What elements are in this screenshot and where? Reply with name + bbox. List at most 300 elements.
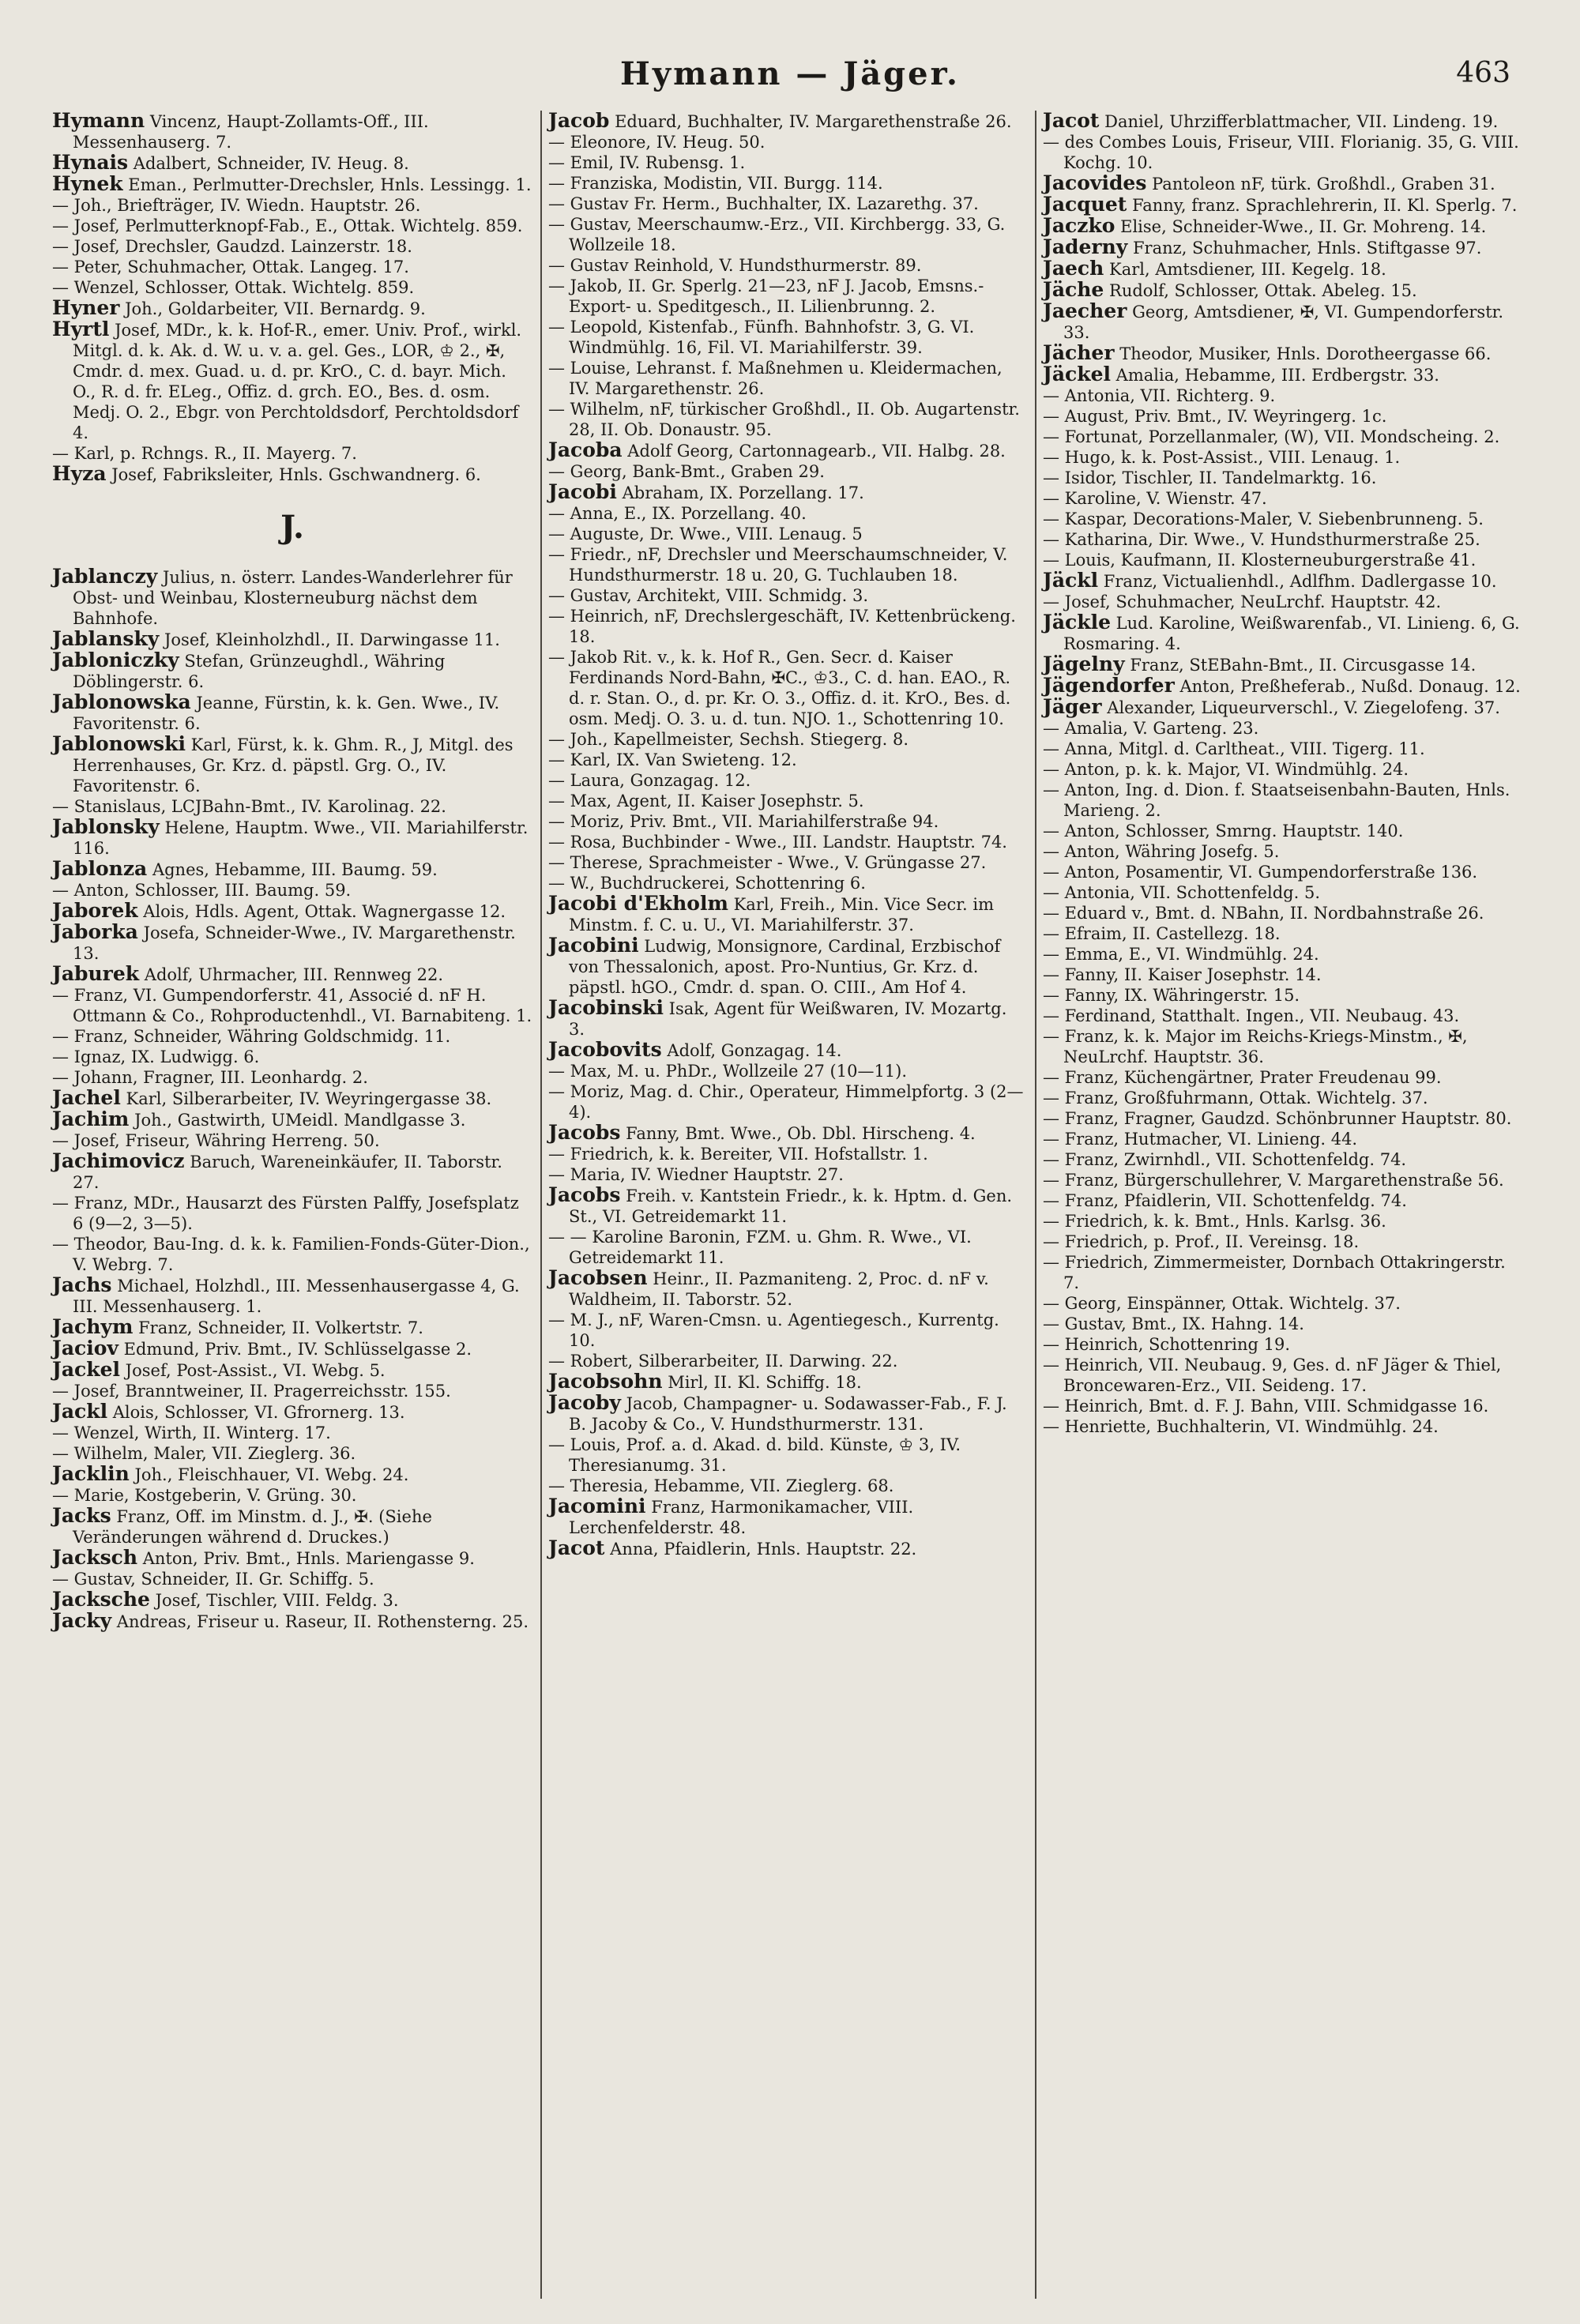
- entry-surname: Jackl: [52, 1400, 108, 1423]
- entry-text: — Joh., Briefträger, IV. Wiedn. Hauptstr. 26.: [52, 196, 421, 215]
- directory-entry: [548, 770, 1027, 791]
- directory-entry: [52, 692, 532, 734]
- directory-entry: [52, 195, 532, 216]
- directory-entry: [52, 1401, 532, 1423]
- directory-entry: [52, 985, 532, 1026]
- entry-text: Karl, Amtsdiener, III. Kegelg. 18.: [1109, 260, 1386, 279]
- entry-text: Theodor, Musiker, Hnls. Dorotheergasse 66.: [1119, 344, 1492, 363]
- entry-surname: Jachim: [52, 1107, 130, 1130]
- directory-entry: [52, 464, 532, 485]
- entry-text: Elise, Schneider-Wwe., II. Gr. Mohreng. 14.: [1120, 217, 1487, 236]
- directory-entry: [548, 461, 1027, 482]
- entry-text: — Gustav, Meerschaumw.-Erz., VII. Kirchbergg. 33, G. Wollzeile 18.: [548, 215, 1006, 254]
- entry-text: — Kaspar, Decorations-Maler, V. Siebenbrunneng. 5.: [1043, 510, 1484, 528]
- directory-entry: [548, 317, 1027, 358]
- entry-surname: Jacoba: [548, 438, 623, 461]
- entry-surname: Jackel: [52, 1358, 120, 1381]
- entry-text: — Anton, Währing Josefg. 5.: [1043, 842, 1280, 861]
- entry-text: — des Combes Louis, Friseur, VIII. Florianig. 35, G. VIII. Kochg. 10.: [1043, 133, 1519, 172]
- entry-text: — Franz, k. k. Major im Reichs-Kriegs-Minstm., ✠, NeuLrchf. Hauptstr. 36.: [1043, 1027, 1468, 1066]
- directory-entry: [52, 1109, 532, 1130]
- entry-text: — Josef, Drechsler, Gaudzd. Lainzerstr. 18.: [52, 237, 412, 256]
- directory-entry: [548, 503, 1027, 524]
- entry-text: — Gustav, Architekt, VIII. Schmidg. 3.: [548, 586, 868, 605]
- entry-text: Adolf Georg, Cartonnagearb., VII. Halbg. 28.: [627, 442, 1006, 461]
- entry-text: — Karl, IX. Van Swieteng. 12.: [548, 750, 797, 769]
- entry-text: — Karl, p. Rchngs. R., II. Mayerg. 7.: [52, 444, 357, 463]
- entry-text: Franz, Off. im Minstm. d. J., ✠. (Siehe Veränderungen während d. Druckes.): [73, 1507, 432, 1547]
- entry-text: — Jakob, II. Gr. Sperlg. 21—23, nF J. Jacob, Emsns.- Export- u. Speditgesch., II. Lilienbrunng. 2.: [548, 276, 984, 316]
- entry-text: — Katharina, Dir. Wwe., V. Hundsthurmerstraße 25.: [1043, 530, 1480, 549]
- entry-text: — Fanny, II. Kaiser Josephstr. 14.: [1043, 965, 1322, 984]
- directory-entry: [1043, 862, 1522, 882]
- directory-entry: [1043, 488, 1522, 509]
- directory-entry: [1043, 1232, 1522, 1252]
- entry-surname: Jacob: [548, 111, 610, 132]
- directory-entry: [52, 1485, 532, 1506]
- entry-surname: Jacobini: [548, 934, 639, 957]
- entry-text: — Georg, Bank-Bmt., Graben 29.: [548, 462, 825, 481]
- entry-text: — Franz, Großfuhrmann, Ottak. Wichtelg. 37.: [1043, 1089, 1428, 1107]
- entry-text: — Fanny, IX. Währingerstr. 15.: [1043, 986, 1300, 1005]
- directory-entry: [548, 606, 1027, 647]
- directory-entry: [548, 1393, 1027, 1435]
- entry-text: — Anton, Schlosser, III. Baumg. 59.: [52, 881, 352, 900]
- entry-text: — Efraim, II. Castellezg. 18.: [1043, 924, 1281, 943]
- entry-text: Adolf, Uhrmacher, III. Rennweg 22.: [144, 965, 444, 984]
- entry-text: Eman., Perlmutter-Drechsler, Hnls. Lessingg. 1.: [128, 175, 532, 194]
- directory-entry: [1043, 529, 1522, 550]
- entry-text: — Max, M. u. PhDr., Wollzeile 27 (10—11).: [548, 1062, 908, 1081]
- entry-surname: Jacobsen: [548, 1266, 648, 1289]
- directory-entry: [548, 276, 1027, 317]
- entry-text: Amalia, Hebamme, III. Erdbergstr. 33.: [1115, 366, 1439, 385]
- entry-surname: Jägendorfer: [1043, 674, 1175, 697]
- directory-entry: [548, 214, 1027, 255]
- entry-text: Adalbert, Schneider, IV. Heug. 8.: [133, 154, 409, 173]
- entry-text: — Franz, Hutmacher, VI. Linieng. 44.: [1043, 1130, 1358, 1149]
- directory-entry: [52, 1547, 532, 1569]
- directory-entry: [1043, 194, 1522, 216]
- entry-text: — Georg, Einspänner, Ottak. Wichtelg. 37.: [1043, 1294, 1401, 1313]
- directory-entry: [1043, 301, 1522, 343]
- entry-surname: Jäche: [1043, 278, 1104, 301]
- directory-entry: [52, 111, 532, 152]
- entry-text: Freih. v. Kantstein Friedr., k. k. Hptm. d. Gen. St., VI. Getreidemarkt 11.: [569, 1186, 1013, 1226]
- entry-text: Alexander, Liqueurverschl., V. Ziegelofeng. 37.: [1107, 698, 1500, 717]
- directory-entry: [548, 399, 1027, 440]
- entry-text: — Ferdinand, Statthalt. Ingen., VII. Neubaug. 43.: [1043, 1006, 1460, 1025]
- directory-entry: [52, 922, 532, 964]
- directory-entry: [548, 852, 1027, 873]
- entry-text: Joh., Gastwirth, UMeidl. Mandlgasse 3.: [134, 1111, 466, 1130]
- entry-text: Josef, Kleinholzhdl., II. Darwingasse 11.: [164, 630, 500, 649]
- entry-text: — Hugo, k. k. Post-Assist., VIII. Lenaug. 1.: [1043, 448, 1401, 467]
- directory-entry: [1043, 718, 1522, 739]
- directory-entry: [52, 1464, 532, 1485]
- entry-text: — Wilhelm, nF, türkischer Großhdl., II. Ob. Augartenstr. 28, II. Ob. Donaustr. 95.: [548, 400, 1020, 439]
- entry-text: — Josef, Friseur, Währing Herreng. 50.: [52, 1131, 380, 1150]
- entry-text: Josefa, Schneider-Wwe., IV. Margarethenstr. 13.: [73, 923, 516, 963]
- entry-text: — Joh., Kapellmeister, Sechsh. Stiegerg. 8.: [548, 730, 909, 749]
- entry-text: — — Karoline Baronin, FZM. u. Ghm. R. Wwe., VI. Getreidemarkt 11.: [548, 1228, 972, 1267]
- directory-entry: [1043, 385, 1522, 406]
- directory-entry: [52, 880, 532, 901]
- entry-surname: Hyner: [52, 296, 120, 319]
- entry-text: Jeanne, Fürstin, k. k. Gen. Wwe., IV. Favoritenstr. 6.: [73, 694, 500, 733]
- directory-entry: [52, 964, 532, 985]
- directory-entry: [52, 566, 532, 629]
- directory-entry: [1043, 612, 1522, 654]
- entry-surname: Jaburek: [52, 962, 140, 985]
- directory-entry: [548, 1144, 1027, 1164]
- entry-surname: Jaecher: [1043, 299, 1127, 322]
- entry-text: — August, Priv. Bmt., IV. Weyringerg. 1c.: [1043, 407, 1387, 426]
- directory-entry: [52, 1589, 532, 1611]
- entry-text: — Friedrich, k. k. Bereiter, VII. Hofstallstr. 1.: [548, 1145, 928, 1164]
- directory-entry: [52, 796, 532, 817]
- entry-text: — Peter, Schuhmacher, Ottak. Langeg. 17.: [52, 258, 409, 276]
- directory-entry: [52, 1569, 532, 1589]
- column-2: [540, 111, 1035, 2299]
- directory-entry: [52, 1151, 532, 1193]
- directory-entry: [1043, 570, 1522, 592]
- directory-entry: [1043, 237, 1522, 258]
- directory-entry: [52, 650, 532, 692]
- entry-surname: Jacquet: [1043, 193, 1127, 216]
- entry-text: — Franz, Bürgerschullehrer, V. Margarethenstraße 56.: [1043, 1171, 1504, 1190]
- entry-text: — Josef, Schuhmacher, NeuLrchf. Hauptstr. 42.: [1043, 592, 1442, 611]
- directory-entry: [1043, 1211, 1522, 1232]
- directory-entry: [1043, 1190, 1522, 1211]
- entry-surname: Jacoby: [548, 1391, 621, 1414]
- directory-entry: [548, 1227, 1027, 1268]
- directory-entry: [548, 1081, 1027, 1123]
- entry-text: Eduard, Buchhalter, IV. Margarethenstraße 26.: [615, 112, 1012, 131]
- entry-text: Alois, Hdls. Agent, Ottak. Wagnergasse 12.: [143, 902, 506, 921]
- directory-entry: [548, 935, 1027, 998]
- directory-entry: [548, 791, 1027, 811]
- directory-entry: [52, 236, 532, 257]
- directory-entry: [548, 152, 1027, 173]
- directory-entry: [1043, 1088, 1522, 1108]
- entry-text: Anton, Preßheferab., Nußd. Donaug. 12.: [1179, 677, 1521, 696]
- directory-entry: [52, 1443, 532, 1464]
- entry-text: — Eduard v., Bmt. d. NBahn, II. Nordbahnstraße 26.: [1043, 904, 1484, 923]
- column-3: [1035, 111, 1529, 2299]
- entry-surname: Jaech: [1043, 257, 1104, 280]
- entry-text: — Heinrich, nF, Drechslergeschäft, IV. Kettenbrückeng. 18.: [548, 607, 1016, 646]
- entry-surname: Jacky: [52, 1609, 112, 1632]
- entry-text: — Heinrich, VII. Neubaug. 9, Ges. d. nF Jäger & Thiel, Broncewaren-Erz., VII. Seideng. 17.: [1043, 1356, 1502, 1395]
- entry-text: — Franz, Schneider, Währing Goldschmidg. 11.: [52, 1027, 451, 1046]
- directory-entry: [548, 647, 1027, 729]
- entry-surname: Hyrtl: [52, 318, 110, 340]
- entry-surname: Jacksche: [52, 1588, 150, 1611]
- entry-text: — Henriette, Buchhalterin, VI. Windmühlg. 24.: [1043, 1417, 1439, 1436]
- entry-surname: Jachimovicz: [52, 1149, 185, 1172]
- entry-surname: Jacobsohn: [548, 1370, 663, 1393]
- directory-entry: [52, 1130, 532, 1151]
- directory-entry: [52, 277, 532, 298]
- entry-text: Franz, StEBahn-Bmt., II. Circusgasse 14.: [1130, 656, 1477, 675]
- entry-text: — Fortunat, Porzellanmaler, (W), VII. Mondscheing. 2.: [1043, 427, 1500, 446]
- directory-entry: [1043, 1314, 1522, 1334]
- directory-entry: [1043, 1355, 1522, 1396]
- entry-text: — Moriz, Mag. d. Chir., Operateur, Himmelpfortg. 3 (2—4).: [548, 1082, 1024, 1122]
- directory-entry: [548, 1061, 1027, 1081]
- entry-text: — Franz, Fragner, Gaudzd. Schönbrunner Hauptstr. 80.: [1043, 1109, 1512, 1128]
- directory-entry: [52, 1193, 532, 1234]
- entry-text: — Anton, p. k. k. Major, VI. Windmühlg. 24.: [1043, 760, 1409, 779]
- entry-text: Julius, n. österr. Landes-Wanderlehrer für Obst- und Weinbau, Klosterneuburg nächst dem Bahnhofe.: [73, 568, 513, 628]
- directory-entry: [1043, 111, 1522, 132]
- directory-entry: [548, 1268, 1027, 1310]
- entry-text: Adolf, Gonzagag. 14.: [667, 1041, 842, 1060]
- entry-text: Josef, Post-Assist., VI. Webg. 5.: [125, 1361, 386, 1380]
- entry-text: Anna, Pfaidlerin, Hnls. Hauptstr. 22.: [610, 1540, 917, 1559]
- directory-entry: [548, 440, 1027, 461]
- entry-text: Anton, Priv. Bmt., Hnls. Mariengasse 9.: [142, 1549, 475, 1568]
- directory-entry: [548, 750, 1027, 770]
- directory-entry: [548, 132, 1027, 152]
- entry-surname: Jacovides: [1043, 171, 1147, 194]
- directory-entry: [52, 1047, 532, 1067]
- directory-entry: [1043, 739, 1522, 759]
- running-title: Hymann — Jäger.: [620, 55, 960, 92]
- entry-surname: Hymann: [52, 111, 145, 132]
- directory-entry: [548, 194, 1027, 214]
- entry-surname: Jacobi: [548, 480, 617, 503]
- directory-entry: [52, 216, 532, 236]
- directory-entry: [548, 1371, 1027, 1393]
- directory-entry: [548, 524, 1027, 544]
- entry-text: — Ignaz, IX. Ludwigg. 6.: [52, 1047, 260, 1066]
- entry-text: — Theresia, Hebamme, VII. Zieglerg. 68.: [548, 1476, 894, 1495]
- directory-entry: [1043, 1416, 1522, 1437]
- directory-entry: [1043, 1129, 1522, 1149]
- directory-entry: [52, 1506, 532, 1547]
- entry-surname: Jacomini: [548, 1495, 646, 1517]
- entry-text: — Stanislaus, LCJBahn-Bmt., IV. Karolinag. 22.: [52, 797, 446, 816]
- directory-entry: [1043, 280, 1522, 301]
- entry-surname: Jacobovits: [548, 1038, 662, 1061]
- entry-text: Josef, MDr., k. k. Hof-R., emer. Univ. Prof., wirkl. Mitgl. d. k. Ak. d. W. u. v. a. gel. Ges., LOR, ♔ 2., ✠, Cmdr. d. mex. Guad. u. d. pr. KrO., C. d. bayr. Mich. O., R. d. fr. ELeg., Offiz. d. grch. EO., Bes. d. osm. Medj. O. 2., Ebgr. von Perchtoldsdorf, Perchtoldsdorf 4.: [73, 321, 522, 442]
- directory-entry: [1043, 1334, 1522, 1355]
- entry-text: Rudolf, Schlosser, Ottak. Abeleg. 15.: [1109, 281, 1417, 300]
- directory-entry: [1043, 592, 1522, 612]
- entry-text: Pantoleon nF, türk. Großhdl., Graben 31.: [1152, 175, 1495, 194]
- entry-text: Karl, Freih., Min. Vice Secr. im Minstm. f. C. u. U., VI. Mariahilferstr. 37.: [569, 895, 994, 934]
- entry-surname: Jacot: [1043, 111, 1100, 132]
- entry-surname: Jäckle: [1043, 611, 1111, 634]
- directory-entry: [1043, 965, 1522, 985]
- entry-text: — Marie, Kostgeberin, V. Grüng. 30.: [52, 1486, 357, 1505]
- entry-text: — Leopold, Kistenfab., Fünfh. Bahnhofstr. 3, G. VI. Windmühlg. 16, Fil. VI. Mariahilferstr. 39.: [548, 318, 975, 357]
- entry-surname: Jaciov: [52, 1337, 118, 1359]
- entry-text: Georg, Amtsdiener, ✠, VI. Gumpendorferstr. 33.: [1063, 303, 1504, 342]
- entry-surname: Jaborka: [52, 920, 138, 943]
- entry-surname: Jächer: [1043, 341, 1115, 364]
- entry-surname: Jacobs: [548, 1183, 621, 1206]
- directory-entry: [1043, 258, 1522, 280]
- entry-surname: Jacot: [548, 1536, 605, 1559]
- entry-surname: Jablansky: [52, 627, 160, 650]
- entry-text: — Eleonore, IV. Heug. 50.: [548, 133, 766, 152]
- column-1: [46, 111, 540, 2299]
- directory-entry: [1043, 1149, 1522, 1170]
- entry-text: — Antonia, VII. Schottenfeldg. 5.: [1043, 883, 1321, 902]
- directory-entry: [1043, 1108, 1522, 1129]
- entry-text: Fanny, franz. Sprachlehrerin, II. Kl. Sperlg. 7.: [1132, 196, 1518, 215]
- entry-surname: Jachs: [52, 1273, 112, 1296]
- directory-entry: [548, 873, 1027, 893]
- entry-text: — Friedrich, k. k. Bmt., Hnls. Karlsg. 36.: [1043, 1212, 1386, 1231]
- entry-text: Jacob, Champagner- u. Sodawasser-Fab., F. J. B. Jacoby & Co., V. Hundsthurmerstr. 131.: [569, 1394, 1007, 1434]
- entry-surname: Hynais: [52, 151, 129, 174]
- entry-surname: Jablonza: [52, 857, 148, 880]
- entry-text: Alois, Schlosser, VI. Gfrornerg. 13.: [112, 1403, 405, 1422]
- directory-entry: [52, 443, 532, 464]
- directory-entry: [52, 1338, 532, 1359]
- entry-text: — Emil, IV. Rubensg. 1.: [548, 153, 746, 172]
- directory-entry: [548, 893, 1027, 935]
- entry-text: Edmund, Priv. Bmt., IV. Schlüsselgasse 2.: [123, 1340, 472, 1359]
- entry-text: — Franz, MDr., Hausarzt des Fürsten Palffy, Josefsplatz 6 (9—2, 3—5).: [52, 1194, 519, 1233]
- entry-text: — Jakob Rit. v., k. k. Hof R., Gen. Secr. d. Kaiser Ferdinands Nord-Bahn, ✠C., ♔3., C. d. han. EAO., R. d. r. Stan. O., d. pr. Kr. O. 3., Offiz. d. it. KrO., Bes. d. osm. Medj. O. 3. u. d. tun. NJO. 1., Schottenring 10.: [548, 648, 1011, 728]
- directory-entry: [1043, 406, 1522, 427]
- entry-text: Baruch, Wareneinkäufer, II. Taborstr. 27.: [73, 1153, 502, 1192]
- entry-surname: Jachym: [52, 1315, 134, 1338]
- directory-entry: [548, 1164, 1027, 1185]
- entry-surname: Hyza: [52, 462, 107, 485]
- entry-text: — Anton, Schlosser, Smrng. Hauptstr. 140.: [1043, 822, 1404, 840]
- entry-text: Karl, Fürst, k. k. Ghm. R., J, Mitgl. des Herrenhauses, Gr. Krz. d. päpstl. Grg. O., IV. Favoritenstr. 6.: [73, 735, 514, 795]
- entry-text: — Franziska, Modistin, VII. Burgg. 114.: [548, 174, 883, 193]
- entry-text: — Auguste, Dr. Wwe., VIII. Lenaug. 5: [548, 525, 863, 543]
- directory-entry: [1043, 343, 1522, 364]
- entry-surname: Jacobinski: [548, 996, 664, 1019]
- directory-entry: [52, 1359, 532, 1381]
- entry-text: — Josef, Branntweiner, II. Pragerreichsstr. 155.: [52, 1382, 451, 1401]
- entry-text: — W., Buchdruckerei, Schottenring 6.: [548, 874, 866, 893]
- entry-surname: Jachel: [52, 1086, 121, 1109]
- directory-entry: [1043, 780, 1522, 821]
- section-letter: J.: [280, 509, 304, 546]
- directory-entry: [52, 152, 532, 174]
- directory-entry: [548, 1185, 1027, 1227]
- entry-text: — Franz, Zwirnhdl., VII. Schottenfeldg. 74.: [1043, 1150, 1407, 1169]
- directory-entry: [1043, 364, 1522, 385]
- directory-entry: [1043, 985, 1522, 1006]
- entry-text: Andreas, Friseur u. Raseur, II. Rothensterng. 25.: [116, 1612, 529, 1631]
- entry-text: — Louise, Lehranst. f. Maßnehmen u. Kleidermachen, IV. Margarethenstr. 26.: [548, 359, 1003, 398]
- directory-entry: [52, 629, 532, 650]
- entry-text: — Wenzel, Schlosser, Ottak. Wichtelg. 859.: [52, 278, 415, 297]
- entry-text: Ludwig, Monsignore, Cardinal, Erzbischof von Thessalonich, apost. Pro-Nuntius, Gr. Krz. d. päpstl. hGO., Cmdr. d. span. O. CIII., Am Hof 4.: [569, 937, 1001, 997]
- directory-entry: [1043, 759, 1522, 780]
- entry-surname: Jacklin: [52, 1462, 130, 1485]
- entry-text: Stefan, Grünzeughdl., Währing Döblingerstr. 6.: [73, 652, 446, 691]
- entry-text: — Louis, Kaufmann, II. Klosterneuburgerstraße 41.: [1043, 551, 1477, 570]
- entry-text: — Wenzel, Wirth, II. Winterg. 17.: [52, 1423, 331, 1442]
- entry-surname: Jaborek: [52, 899, 138, 922]
- directory-entry: [1043, 509, 1522, 529]
- directory-entry: [1043, 697, 1522, 718]
- directory-entry: [52, 1234, 532, 1275]
- entry-text: — Gustav, Schneider, II. Gr. Schiffg. 5.: [52, 1570, 374, 1589]
- directory-entry: [1043, 550, 1522, 570]
- entry-surname: Jacks: [52, 1504, 111, 1527]
- entry-text: Helene, Hauptm. Wwe., VII. Mariahilferstr. 116.: [73, 818, 529, 858]
- entry-text: Franz, Schneider, II. Volkertstr. 7.: [138, 1318, 423, 1337]
- entry-text: — Moriz, Priv. Bmt., VII. Mariahilferstraße 94.: [548, 812, 939, 831]
- entry-text: Josef, Tischler, VIII. Feldg. 3.: [155, 1591, 399, 1610]
- directory-entry: [52, 1381, 532, 1401]
- directory-entry: [52, 1317, 532, 1338]
- directory-entry: [548, 1310, 1027, 1351]
- entry-text: Josef, Fabriksleiter, Hnls. Gschwandnerg. 6.: [111, 465, 481, 484]
- directory-entry: [548, 1538, 1027, 1559]
- entry-surname: Jacksch: [52, 1546, 138, 1569]
- entry-text: Franz, Harmonikamacher, VIII. Lerchenfelderstr. 48.: [569, 1498, 914, 1537]
- directory-entry: [52, 817, 532, 859]
- entry-text: Mirl, II. Kl. Schiffg. 18.: [668, 1373, 862, 1392]
- entry-text: — Franz, Küchengärtner, Prater Freudenau 99.: [1043, 1068, 1442, 1087]
- entry-text: — Robert, Silberarbeiter, II. Darwing. 22.: [548, 1352, 898, 1371]
- directory-entry: [1043, 821, 1522, 841]
- entry-text: — Franz, Pfaidlerin, VII. Schottenfeldg. 74.: [1043, 1191, 1407, 1210]
- entry-text: Joh., Goldarbeiter, VII. Bernardg. 9.: [125, 299, 426, 318]
- directory-entry: [548, 111, 1027, 132]
- directory-entry: [1043, 1293, 1522, 1314]
- entry-text: — Antonia, VII. Richterg. 9.: [1043, 386, 1276, 405]
- entry-surname: Jacobi d'Ekholm: [548, 892, 728, 915]
- entry-text: — Wilhelm, Maler, VII. Zieglerg. 36.: [52, 1444, 356, 1463]
- directory-entry: [1043, 841, 1522, 862]
- directory-entry: [1043, 675, 1522, 697]
- entry-text: — Max, Agent, II. Kaiser Josephstr. 5.: [548, 792, 864, 810]
- entry-text: — Friedrich, Zimmermeister, Dornbach Ottakringerstr. 7.: [1043, 1253, 1506, 1292]
- entry-text: — Therese, Sprachmeister - Wwe., V. Grüngasse 27.: [548, 853, 987, 872]
- entry-text: Isak, Agent für Weißwaren, IV. Mozartg. 3.: [569, 999, 1007, 1039]
- directory-entry: [52, 1275, 532, 1317]
- directory-entry: [52, 174, 532, 195]
- entry-surname: Jäckel: [1043, 363, 1111, 385]
- directory-entry: [548, 1476, 1027, 1496]
- directory-entry: [548, 1435, 1027, 1476]
- directory-entry: [1043, 1252, 1522, 1293]
- entry-text: — Heinrich, Schottenring 19.: [1043, 1335, 1290, 1354]
- entry-surname: Jaderny: [1043, 235, 1128, 258]
- entry-text: Vincenz, Haupt-Zollamts-Off., III. Messenhauserg. 7.: [73, 112, 429, 152]
- directory-entry: [1043, 173, 1522, 194]
- directory-entry: [548, 1040, 1027, 1061]
- entry-surname: Jablonowski: [52, 732, 186, 755]
- directory-entry: [52, 1067, 532, 1088]
- entry-text: — Rosa, Buchbinder - Wwe., III. Landstr. Hauptstr. 74.: [548, 833, 1007, 852]
- entry-surname: Jacobs: [548, 1121, 621, 1144]
- entry-text: Daniel, Uhrzifferblattmacher, VII. Lindeng. 19.: [1104, 112, 1499, 131]
- entry-text: — Laura, Gonzagag. 12.: [548, 771, 751, 790]
- directory-entry: [1043, 132, 1522, 173]
- directory-entry: [52, 901, 532, 922]
- directory-entry: [1043, 882, 1522, 903]
- directory-entry: [52, 319, 532, 443]
- entry-text: — Anna, Mitgl. d. Carltheat., VIII. Tigerg. 11.: [1043, 739, 1425, 758]
- entry-text: — Friedrich, p. Prof., II. Vereinsg. 18.: [1043, 1232, 1360, 1251]
- entry-surname: Jäger: [1043, 695, 1102, 718]
